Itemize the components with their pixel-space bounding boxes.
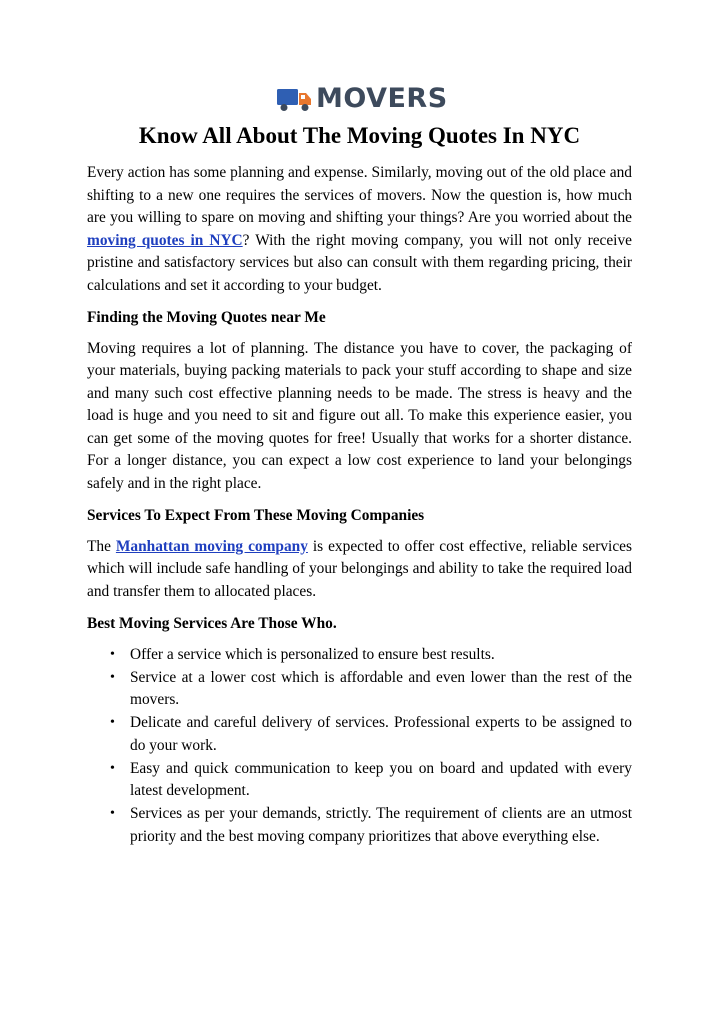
manhattan-moving-company-link[interactable]: Manhattan moving company	[115, 537, 308, 555]
list-item	[87, 667, 632, 712]
moving-quotes-nyc-link[interactable]: moving quotes in NYC	[87, 231, 243, 249]
bullet-icon: •	[110, 669, 115, 685]
movers-logo	[276, 84, 448, 114]
list-item	[87, 803, 632, 848]
brand-wordmark: MOVERS	[316, 83, 448, 114]
services-text-end: is expected to offer cost effective, reliable services which will include safe handling of your belongings and ability to take the required load and transfer them to allocated places.	[87, 537, 632, 600]
bullet-icon: •	[110, 646, 115, 662]
intro-text-start: Every action has some planning and expense. Similarly, moving out of the old place and shifting to a new one requires the services of movers. Now the question is, how much are you willing to spare on moving and shifting your things? Are you worried about the	[87, 164, 632, 226]
best-services-list	[87, 644, 632, 849]
article-body	[87, 162, 632, 849]
section-paragraph-services	[87, 536, 632, 604]
section-heading-finding-quotes: Finding the Moving Quotes near Me	[87, 309, 326, 326]
list-item	[87, 644, 632, 667]
section-paragraph-finding-quotes: Moving requires a lot of planning. The distance you have to cover, the packaging of your materials, buying packing materials to pack your stuff according to shape and size and many such cost effective planning needs to be made. The stress is heavy and the load is huge and you need to sit and figure out all. To make this experience easier, you can get some of the moving quotes for free! Usually that works for a shorter distance. For a longer distance, you can expect a low cost experience to land your belongings safely and in the right place.	[87, 339, 632, 492]
list-item	[87, 712, 632, 757]
intro-text-end: ? With the right moving company, you will not only receive pristine and satisfactory services but also can consult with them regarding pricing, their calculations and set it according to your budget.	[87, 231, 632, 294]
list-item	[87, 758, 632, 803]
list-item-text: Offer a service which is personalized to ensure best results.	[130, 645, 495, 663]
bullet-icon: •	[110, 715, 115, 730]
list-item-text: Service at a lower cost which is affordable and even lower than the rest of the movers.	[130, 668, 632, 708]
section-heading-services: Services To Expect From These Moving Companies	[87, 507, 425, 524]
bullet-icon: •	[110, 806, 115, 821]
section-heading-best-services: Best Moving Services Are Those Who.	[87, 615, 337, 632]
intro-paragraph	[87, 162, 632, 297]
list-item-text: Delicate and careful delivery of services. Professional experts to be assigned to do your work.	[130, 714, 632, 754]
bullet-icon: •	[110, 760, 115, 776]
page-title: Know All About The Moving Quotes In NYC	[138, 123, 581, 148]
list-item-text: Easy and quick communication to keep you on board and updated with every latest development.	[130, 759, 632, 799]
services-text-start: The	[87, 537, 116, 555]
truck-icon	[276, 85, 312, 113]
list-item-text: Services as per your demands, strictly. The requirement of clients are an utmost priority and the best moving company prioritizes that above everything else.	[130, 805, 632, 845]
